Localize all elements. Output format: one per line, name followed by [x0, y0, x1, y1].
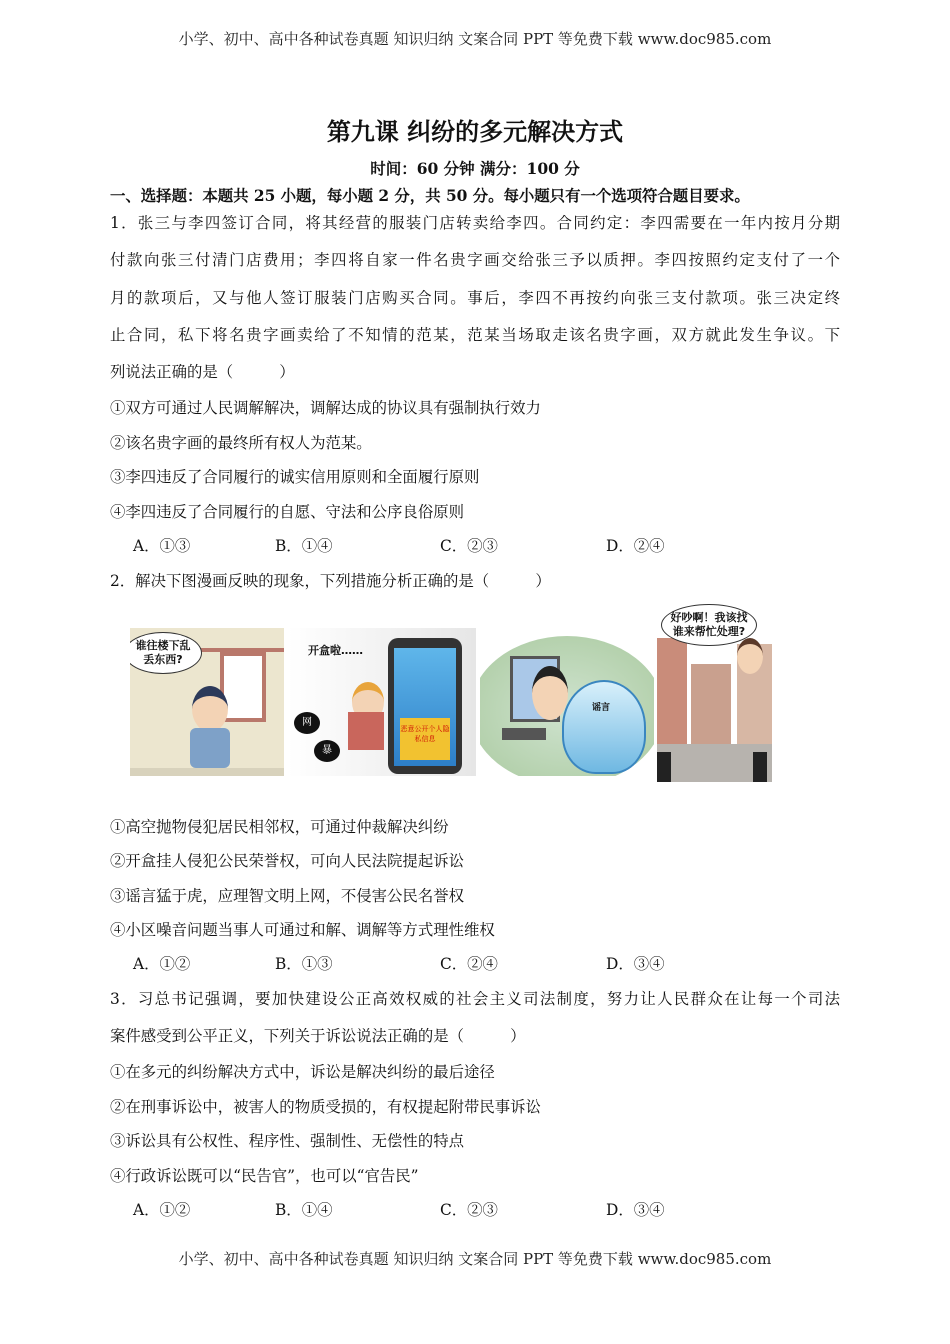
statement: ②该名贵字画的最终所有权人为范某。	[110, 434, 372, 452]
footer-banner: 小学、初中、高中各种试卷真题 知识归纳 文案合同 PPT 等免费下载 www.doc985.com	[178, 1250, 772, 1268]
option-b: B．①④	[275, 537, 333, 555]
speech-bubble: 谁往楼下乱丢东西?	[130, 632, 202, 674]
option-a: A．①②	[133, 955, 191, 973]
bubble-violence: 暴	[314, 740, 340, 762]
bubble-net: 网	[294, 712, 320, 734]
question-stem: 2．解决下图漫画反映的现象，下列措施分析正确的是（ ）	[110, 572, 551, 590]
comic-caption: 开盒啦……	[308, 644, 363, 657]
statement: ③诉讼具有公权性、程序性、强制性、无偿性的特点	[110, 1132, 464, 1150]
statement: ③谣言猛于虎，应理智文明上网，不侵害公民名誉权	[110, 887, 464, 905]
comic-panel-doxxing	[288, 628, 476, 776]
option-b: B．①③	[275, 955, 333, 973]
question-stem: 付款向张三付清门店费用；李四将自家一件名贵字画交给张三予以质押。李四按照约定支付了一个	[110, 251, 840, 269]
statement: ①双方可通过人民调解解决，调解达成的协议具有强制执行效力	[110, 399, 541, 417]
option-d: D．③④	[606, 955, 665, 973]
statement: ②开盒挂人侵犯公民荣誉权，可向人民法院提起诉讼	[110, 852, 464, 870]
question-stem: 案件感受到公平正义，下列关于诉讼说法正确的是（ ）	[110, 1027, 526, 1045]
statement: ①高空抛物侵犯居民相邻权，可通过仲裁解决纠纷	[110, 818, 449, 836]
question-stem: 月的款项后，又与他人签订服装门店购买合同。事后，李四不再按约向张三支付款项。张三决定终	[110, 289, 840, 307]
statement: ④小区噪音问题当事人可通过和解、调解等方式理性维权	[110, 921, 495, 939]
statement: ②在刑事诉讼中，被害人的物质受损的，有权提起附带民事诉讼	[110, 1098, 541, 1116]
option-c: C．②④	[440, 955, 498, 973]
question-stem: 止合同，私下将名贵字画卖给了不知情的范某，范某当场取走该名贵字画，双方就此发生争议。下	[110, 326, 840, 344]
question-stem: 1．张三与李四签订合同，将其经营的服装门店转卖给李四。合同约定：李四需要在一年内按月分期	[110, 214, 840, 232]
statement: ①在多元的纠纷解决方式中，诉讼是解决纠纷的最后途径	[110, 1063, 495, 1081]
statement: ④行政诉讼既可以“民告官”，也可以“官告民”	[110, 1167, 419, 1185]
box-label: 恶意公开个人隐私信息	[400, 718, 450, 760]
statement: ③李四违反了合同履行的诚实信用原则和全面履行原则	[110, 468, 480, 486]
option-c: C．②③	[440, 1201, 498, 1219]
wave-label: 谣言	[592, 703, 611, 713]
question-stem: 3．习总书记强调，要加快建设公正高效权威的社会主义司法制度，努力让人民群众在让每一个司法	[110, 990, 840, 1008]
statement: ④李四违反了合同履行的自愿、守法和公序良俗原则	[110, 503, 464, 521]
speech-bubble: 好吵啊！我该找谁来帮忙处理?	[661, 604, 757, 646]
time-info: 时间：60 分钟 满分：100 分	[370, 159, 580, 178]
comic-panel-littering	[130, 628, 284, 776]
option-d: D．③④	[606, 1201, 665, 1219]
header-banner: 小学、初中、高中各种试卷真题 知识归纳 文案合同 PPT 等免费下载 www.doc985.com	[178, 30, 772, 48]
page-title: 第九课 纠纷的多元解决方式	[326, 118, 624, 146]
section-heading: 一、选择题：本题共 25 小题，每小题 2 分，共 50 分。每小题只有一个选项符合题目要求。	[110, 187, 750, 205]
option-d: D．②④	[606, 537, 665, 555]
comic-panel-noise	[657, 604, 772, 782]
option-b: B．①④	[275, 1201, 333, 1219]
comic-panel-rumor	[480, 636, 654, 776]
option-a: A．①③	[133, 537, 191, 555]
question-stem: 列说法正确的是（ ）	[110, 363, 295, 381]
option-a: A．①②	[133, 1201, 191, 1219]
option-c: C．②③	[440, 537, 498, 555]
